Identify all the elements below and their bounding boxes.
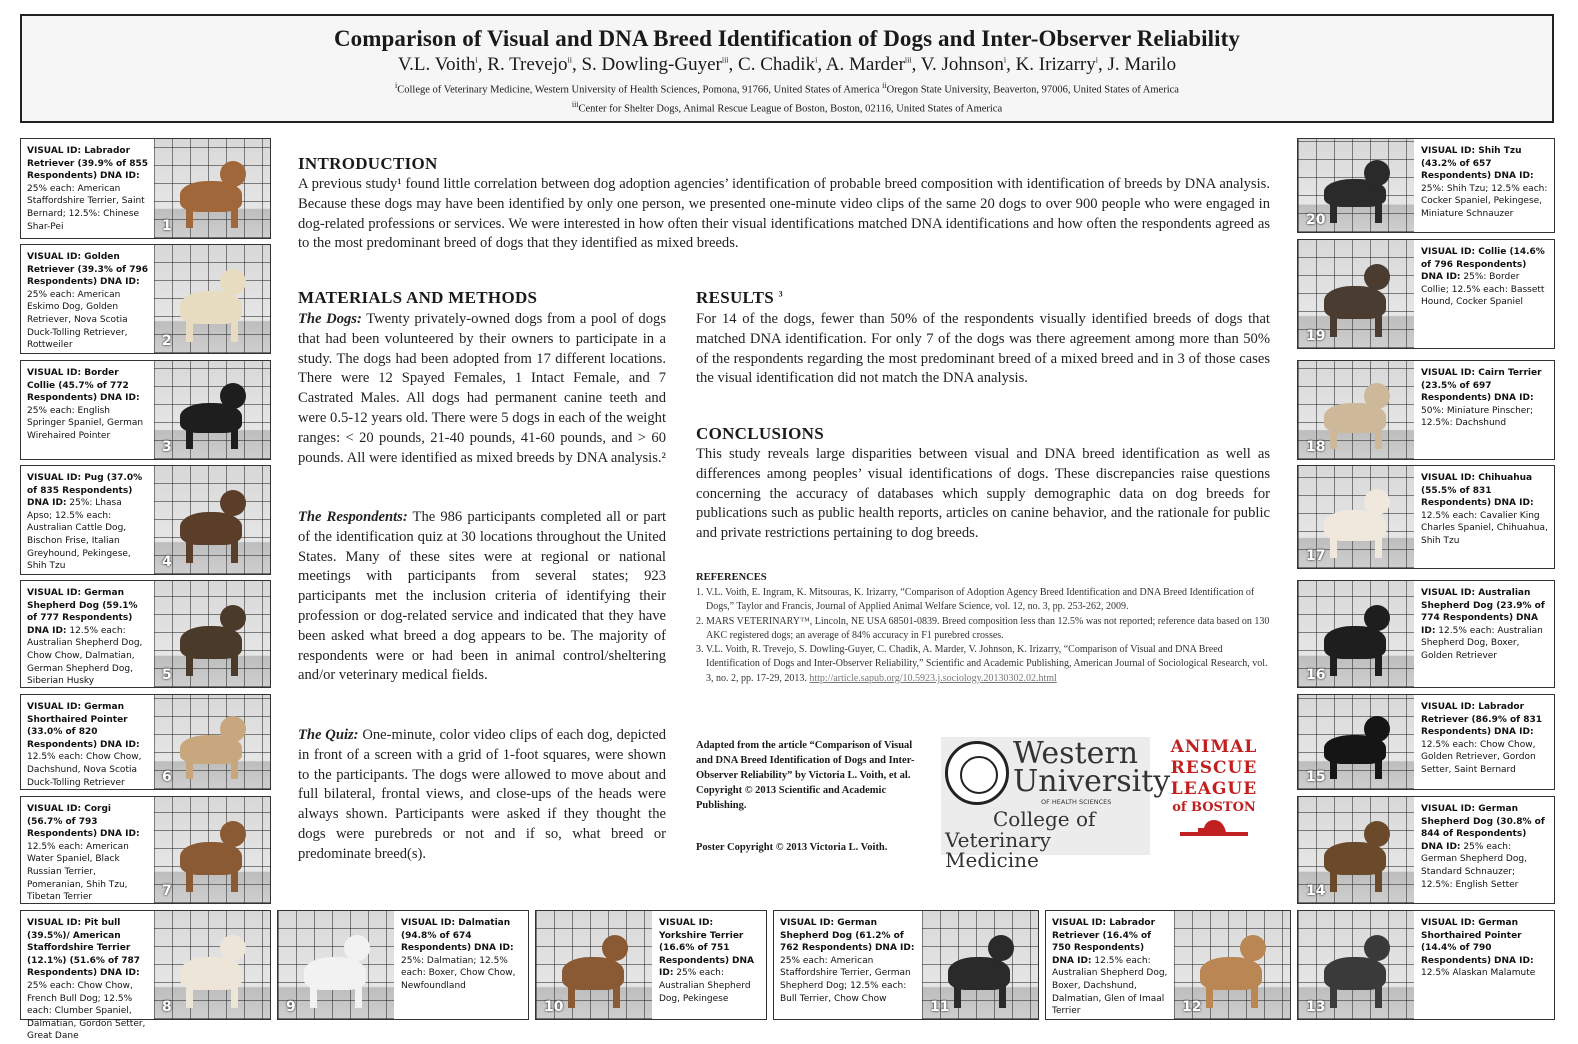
- dog-card: [20, 465, 271, 575]
- dna-id-text: 25% each: American Eskimo Dog, Golden Retriever, Nova Scotia Duck-Tolling Retriever, Rottweiler: [27, 289, 128, 351]
- dog-number: 12: [1182, 999, 1202, 1015]
- dog-head: [1364, 264, 1390, 290]
- author: C. Chadik: [738, 54, 816, 75]
- dna-id-label: DNA ID:: [1494, 171, 1534, 182]
- dna-id-label: DNA ID:: [1052, 955, 1092, 966]
- dog-caption: [1415, 695, 1555, 789]
- dog-caption: [1415, 797, 1555, 903]
- dog-legs: [1330, 429, 1382, 449]
- visual-id: VISUAL ID: Pit bull (39.5%)/ American Staffordshire Terrier (12.1%) (51.6% of 787 Respondents): [27, 918, 141, 979]
- poster-title: Comparison of Visual and DNA Breed Identification of Dogs and Inter-Observer Reliability: [333, 26, 1241, 51]
- affiliation: Oregon State University, Beaverton, 97006, United States of America: [886, 84, 1179, 96]
- visual-id: VISUAL ID: Australian Shepherd Dog (23.9% of 774 Respondents): [1421, 588, 1545, 624]
- dog-card: [1297, 580, 1555, 688]
- visual-id: VISUAL ID: German Shepherd Dog (59.1% of 777 Respondents): [27, 588, 138, 624]
- methods-respondents-label: The Respondents:: [298, 509, 408, 525]
- dna-id-text: 12.5% each: Chow Chow, Golden Retriever, Gordon Setter, Saint Bernard: [1421, 739, 1536, 775]
- reference-item: 2. MARS VETERINARY™, Lincoln, NE USA 68501-0839. Breed composition less than 12.5% was not reported; reference data based on 130 AKC registered dogs; an average of 84% accuracy in F1 purebred crosses.: [696, 615, 1270, 641]
- dog-head: [988, 935, 1014, 961]
- dog-legs: [1330, 204, 1382, 223]
- affiliation: College of Veterinary Medicine, Western University of Health Sciences, Pomona, 91766, United States of America: [397, 84, 880, 96]
- visual-id: VISUAL ID: Labrador Retriever (86.9% of 831 Respondents): [1421, 702, 1542, 738]
- dog-photo: [154, 581, 270, 687]
- dog-photo: [154, 797, 270, 903]
- methods-respondents-text: The 986 participants completed all or part of the identification quiz at 30 locations throughout the United States. Many of these sites were at regional or national meetings with participants from several states; 923 participants met the inclusion criteria of identifying their profession or dog-related service and indicated that they have been asked what breed a dog appears to be. The majority of respondents were or had been in animal control/sheltering and/or veterinary medical fields.: [298, 509, 666, 684]
- dog-legs: [1330, 870, 1382, 892]
- dna-id-label: DNA ID:: [1494, 727, 1534, 738]
- dog-photo: [154, 911, 270, 1019]
- reference-item: 3. V.L. Voith, R. Trevejo, S. Dowling-Guyer, C. Chadik, A. Marder, V. Johnson, K. Irizarry, “Comparison of Visual and DNA Breed Identification of Dogs and Inter-Observer Reliability,” Scientific and Academic Publishing, American Journal of Sociological Research, vol. 3, no. 2, pp. 17-29, 2013. http://article.sapub.org/10.5923.j.sociology.20130302.02.html: [696, 644, 1268, 684]
- introduction-text: A previous study¹ found little correlation between dog adoption agencies’ identification of probable breed composition with identification of breeds by DNA analysis. Because these dogs may have been identified by only one person, we presented one-minute video clips of the same 20 dogs to over 900 people who were engaged in dog-related professions or services. We were interested in how often their visual identifications matched DNA identifications and how often the respondents agreed as to the most predominant breed of dogs that they identified as mixed breeds.: [298, 176, 1270, 252]
- dog-legs: [1330, 760, 1382, 779]
- dog-legs: [1330, 986, 1382, 1008]
- dna-id-label: DNA ID:: [1421, 272, 1461, 283]
- visual-id: VISUAL ID: Golden Retriever (39.3% of 796 Respondents): [27, 252, 148, 288]
- references-list: [696, 586, 1270, 686]
- dog-legs: [186, 986, 238, 1008]
- dog-number: 6: [162, 769, 172, 785]
- dna-id-text: 25% each: German Shepherd Dog, Standard Schnauzer; 12.5%: English Setter: [1421, 841, 1527, 890]
- dog-legs: [186, 870, 238, 892]
- dog-number: 5: [162, 667, 172, 683]
- visual-id: VISUAL ID: German Shorthaired Pointer (14.4% of 790 Respondents): [1421, 918, 1522, 966]
- methods-dogs-text: Twenty privately-owned dogs from a pool of dogs that had been volunteered by their owners to participate in a study. The dogs had been adopted from 17 different locations. There were 12 Spayed Females, 1 Intact Female, and 7 Castrated Males. All dogs had permanent canine teeth and were 0.5-12 years old. There were 5 dogs in each of the weight ranges: < 20 pounds, 21-40 pounds, 41-60 pounds, and > 60 pounds. All were identified as mixed breeds by DNA analysis.²: [298, 311, 666, 466]
- dog-number: 13: [1306, 999, 1326, 1015]
- dna-id-label: DNA ID:: [100, 829, 140, 840]
- dog-number: 2: [162, 333, 172, 349]
- dog-head: [602, 935, 628, 961]
- dog-number: 14: [1306, 883, 1326, 899]
- results-text: For 14 of the dogs, fewer than 50% of the respondents visually identified breeds of dogs that matched DNA identification. For only 7 of the dogs was there agreement among more than 50% of the respondents regarding the most predominant breed of a mixed breed and in 3 of those cases the visual identification did not match the DNA analysis.: [696, 311, 1270, 387]
- dna-id-label: DNA ID:: [100, 968, 140, 979]
- dog-photo: [1298, 240, 1414, 348]
- dog-number: 4: [162, 554, 172, 570]
- methods-dogs-label: The Dogs:: [298, 311, 362, 327]
- dna-id-text: 25% each: Australian Shepherd Dog, Pekingese: [659, 968, 751, 1004]
- dog-caption: [1415, 581, 1555, 687]
- visual-id: VISUAL ID: Yorkshire Terrier (16.6% of 751 Respondents): [659, 918, 744, 966]
- results-heading: RESULTS $^3$: [696, 288, 783, 307]
- dog-head: [1364, 821, 1390, 847]
- dna-id-text: 25%: Border Collie; 12.5% each: Bassett Hound, Cocker Spaniel: [1421, 272, 1545, 308]
- dog-photo: [1298, 581, 1414, 687]
- conclusions-heading: CONCLUSIONS: [696, 424, 824, 443]
- dog-number: 11: [930, 999, 950, 1015]
- dna-id-label: DNA ID:: [474, 943, 514, 954]
- dna-id-label: DNA ID:: [1494, 393, 1534, 404]
- dna-id-label: DNA ID:: [1421, 841, 1461, 852]
- dog-head: [220, 161, 246, 187]
- dog-head: [1364, 935, 1390, 961]
- dog-legs: [186, 760, 238, 779]
- dna-id-text: 25%: Shih Tzu; 12.5% each: Cocker Spaniel, Pekingese, Miniature Schnauzer: [1421, 183, 1548, 219]
- dog-head: [344, 935, 370, 961]
- dog-card: [1297, 360, 1555, 460]
- dog-photo: [1298, 361, 1414, 459]
- dog-card: [535, 910, 767, 1020]
- dna-id-label: DNA ID:: [100, 277, 140, 288]
- dog-caption: [21, 797, 154, 903]
- dog-caption: [21, 139, 154, 238]
- dog-number: 9: [286, 999, 296, 1015]
- dna-id-label: DNA ID:: [1421, 613, 1538, 636]
- dog-card: [1297, 239, 1555, 349]
- dna-id-label: DNA ID:: [1494, 498, 1534, 509]
- dna-id-text: 25% each: American Staffordshire Terrier, Saint Bernard; 12.5%: Chinese Shar-Pei: [27, 183, 145, 232]
- dog-head: [220, 716, 246, 742]
- dog-legs: [186, 429, 238, 449]
- dna-id-text: 12.5% each: American Water Spaniel, Black Russian Terrier, Pomeranian, Shih Tzu, Tibetan Terrier: [27, 841, 129, 903]
- author: V. Johnson: [920, 54, 1004, 75]
- dog-photo: [1174, 911, 1290, 1019]
- dog-caption: [21, 695, 154, 789]
- reference-link[interactable]: http://article.sapub.org/10.5923.j.sociology.20130302.02.html: [809, 672, 1057, 684]
- dog-caption: [653, 911, 767, 1019]
- dog-caption: [395, 911, 529, 1019]
- dog-head: [1364, 489, 1390, 515]
- dog-card: [20, 244, 271, 354]
- dog-caption: [1415, 139, 1555, 232]
- visual-id: VISUAL ID: Labrador Retriever (16.4% of 750 Respondents): [1052, 918, 1156, 954]
- dog-photo: [536, 911, 652, 1019]
- methods-heading: MATERIALS AND METHODS: [298, 288, 538, 307]
- dog-photo: [1298, 797, 1414, 903]
- dog-head: [1364, 605, 1390, 631]
- dog-number: 8: [162, 999, 172, 1015]
- dog-photo: [154, 695, 270, 789]
- dog-photo: [154, 245, 270, 353]
- dog-photo: [154, 361, 270, 459]
- university-seal-icon: [945, 741, 1009, 805]
- poster-copyright: Poster Copyright © 2013 Victoria L. Voith.: [696, 842, 888, 853]
- dog-number: 3: [162, 439, 172, 455]
- author: A. Marder: [825, 54, 905, 75]
- dog-number: 7: [162, 883, 172, 899]
- dog-card: [1297, 694, 1555, 790]
- dna-id-label: DNA ID:: [1494, 955, 1534, 966]
- methods-dogs: [298, 310, 666, 468]
- dna-id-text: 12.5% each: Chow Chow, Dachshund, Nova Scotia Duck-Tolling Retriever: [27, 752, 142, 788]
- dog-card: [1297, 910, 1555, 1020]
- rescue-house-icon: [1178, 818, 1250, 838]
- author: J. Marilo: [1107, 54, 1177, 75]
- dog-legs: [1330, 537, 1382, 558]
- dog-number: 10: [544, 999, 564, 1015]
- dog-number: 16: [1306, 667, 1326, 683]
- visual-id: VISUAL ID: Collie (14.6% of 796 Respondents): [1421, 247, 1545, 270]
- dog-photo: [1298, 695, 1414, 789]
- dog-number: 17: [1306, 548, 1326, 564]
- dog-card: [20, 694, 271, 790]
- dog-legs: [186, 541, 238, 563]
- dog-head: [220, 269, 246, 295]
- dog-head: [1364, 160, 1390, 186]
- affiliations: $^i$College of Veterinary Medicine, Western University of Health Sciences, Pomona, 91766, United States of America $^{ii}$Oregon State University, Beaverton, 97006, United States of America $^{iii}$Center for Shelter Dogs, Animal Rescue League of Boston, Boston, 02116, United States of America: [395, 81, 1179, 114]
- dog-legs: [186, 654, 238, 676]
- dog-photo: [154, 466, 270, 574]
- author: V.L. Voith: [397, 54, 476, 75]
- dog-card: [20, 360, 271, 460]
- dog-legs: [186, 320, 238, 342]
- dog-number: 15: [1306, 769, 1326, 785]
- western-university-logo: Western University OF HEALTH SCIENCES College of Veterinary Medicine: [941, 737, 1150, 855]
- dog-card: [277, 910, 529, 1020]
- author: R. Trevejo: [487, 54, 568, 75]
- visual-id: VISUAL ID: German Shepherd Dog (30.8% of 844 of Respondents): [1421, 804, 1545, 840]
- dog-number: 19: [1306, 328, 1326, 344]
- visual-id: VISUAL ID: Corgi (56.7% of 793 Respondents): [27, 804, 111, 840]
- dna-id-label: DNA ID:: [659, 955, 754, 979]
- dog-card: [20, 138, 271, 239]
- dog-head: [220, 383, 246, 409]
- dna-id-label: DNA ID:: [100, 739, 140, 750]
- dna-id-label: DNA ID:: [27, 625, 67, 636]
- dna-id-text: 12.5% each: Cavalier King Charles Spaniel, Chihuahua, Shih Tzu: [1421, 510, 1548, 546]
- dog-photo: [278, 911, 394, 1019]
- dog-caption: [21, 581, 154, 687]
- dna-id-label: DNA ID:: [874, 943, 915, 954]
- methods-quiz: [298, 726, 666, 865]
- dog-legs: [1330, 654, 1382, 676]
- visual-id: VISUAL ID: Chihuahua (55.5% of 831 Respondents): [1421, 473, 1533, 509]
- dog-card: [1297, 465, 1555, 569]
- animal-rescue-league-logo: ANIMAL RESCUE LEAGUE of BOSTON: [1170, 737, 1258, 815]
- dog-photo: [1298, 911, 1414, 1019]
- dog-caption: [21, 245, 154, 353]
- reference-item: 1. V.L. Voith, E. Ingram, K. Mitsouras, K. Irizarry, “Comparison of Adoption Agency Breed Identification and DNA Breed Identification of Dogs,” Taylor and Francis, Journal of Applied Animal Welfare Science, vol. 12, no. 3, pp. 253-262, 2009.: [696, 587, 1255, 613]
- poster-header: [20, 14, 1554, 123]
- visual-id: VISUAL ID: Shih Tzu (43.2% of 657 Respondents): [1421, 146, 1522, 182]
- dna-id-text: 25% each: American Staffordshire Terrier, German Shepherd Dog; 12.5% each: Bull Terrier, Chow Chow: [780, 955, 911, 1004]
- dog-head: [220, 935, 246, 961]
- dog-caption: [1415, 361, 1555, 459]
- dog-photo: [1298, 139, 1414, 232]
- dog-caption: [1046, 911, 1174, 1019]
- visual-id: VISUAL ID: Cairn Terrier (23.5% of 697 Respondents): [1421, 368, 1542, 404]
- dog-card: [1297, 138, 1555, 233]
- dog-head: [220, 490, 246, 516]
- dog-legs: [186, 208, 238, 228]
- dog-legs: [1206, 986, 1258, 1008]
- dog-head: [220, 605, 246, 631]
- dog-caption: [774, 911, 922, 1019]
- dna-id-text: 25% each: Chow Chow, French Bull Dog; 12.5% each: Clumber Spaniel, Dalmatian, Gordon Setter, Great Dane: [27, 980, 146, 1042]
- dna-id-text: 12.5% Alaskan Malamute: [1421, 968, 1536, 979]
- dna-id-text: 25% each: English Springer Spaniel, German Wirehaired Pointer: [27, 405, 144, 441]
- dog-number: 1: [162, 218, 172, 234]
- dog-card: [20, 580, 271, 688]
- dna-id-text: 12.5% each: Australian Shepherd Dog, Boxer, Dachshund, Dalmatian, Glen of Imaal Terrier: [1052, 955, 1168, 1017]
- introduction-heading: INTRODUCTION: [298, 154, 438, 173]
- dog-card: [1045, 910, 1291, 1020]
- dog-legs: [1330, 315, 1382, 337]
- dog-legs: [954, 986, 1006, 1008]
- dna-id-text: 12.5% each: Australian Shepherd Dog, Boxer, Golden Retriever: [1421, 625, 1543, 661]
- dog-card: [773, 910, 1039, 1020]
- dog-caption: [21, 466, 154, 574]
- dna-id-text: 50%: Miniature Pinscher; 12.5%: Dachshund: [1421, 405, 1534, 429]
- dog-number: 18: [1306, 439, 1326, 455]
- visual-id: VISUAL ID: German Shepherd Dog (61.2% of 762 Respondents): [780, 918, 904, 954]
- dog-caption: [21, 361, 154, 459]
- dog-legs: [310, 986, 362, 1008]
- dog-head: [1364, 383, 1390, 409]
- visual-id: VISUAL ID: Dalmatian (94.8% of 674 Respondents): [401, 918, 511, 954]
- author: S. Dowling-Guyer: [581, 54, 722, 75]
- dna-id-text: 12.5% each: Australian Shepherd Dog, Chow Chow, Dalmatian, German Shepherd Dog, Siberian Husky: [27, 625, 143, 687]
- dna-id-label: DNA ID:: [27, 498, 67, 509]
- dog-caption: [21, 911, 154, 1042]
- visual-id: VISUAL ID: German Shorthaired Pointer (33.0% of 820 Respondents): [27, 702, 128, 750]
- dog-caption: [1415, 911, 1555, 1019]
- adapted-note: Adapted from the article “Comparison of Visual and DNA Breed Identification of Dogs and Inter-Observer Reliability” by Victoria L. Voith, et al. Copyright © 2013 Scientific and Academic Publishing.: [696, 740, 915, 811]
- author-list: V.L. Voith$^i$, R. Trevejo$^{ii}$, S. Dowling-Guyer$^{iii}$, C. Chadik$^i$, A. Marder$^{iii}$, V. Johnson$^i$, K. Irizarry$^i$, J. Marilo: [397, 54, 1177, 75]
- dog-legs: [568, 986, 620, 1008]
- dog-number: 20: [1306, 212, 1326, 228]
- methods-respondents: [298, 508, 666, 686]
- dna-id-text: 25%: Dalmatian; 12.5% each: Boxer, Chow Chow, Newfoundland: [401, 955, 516, 991]
- conclusions-text: This study reveals large disparities between visual and DNA breed identification as well as differences among peoples’ visual identifications of dogs. These discrepancies raise questions concerning the accuracy of databases which supply demographic data on dog breeds for publications such as public health reports, articles on canine behavior, and the rationale for public and private restrictions pertaining to dog breeds.: [696, 446, 1270, 542]
- visual-id: VISUAL ID: Border Collie (45.7% of 772 Respondents): [27, 368, 129, 404]
- dog-caption: [1415, 466, 1555, 568]
- dna-id-label: DNA ID:: [100, 171, 140, 182]
- visual-id: VISUAL ID: Labrador Retriever (39.9% of 855 Respondents): [27, 146, 148, 182]
- dna-id-text: 25%: Lhasa Apso; 12.5% each: Australian Cattle Dog, Bischon Frise, Italian Greyhound, Pekingese, Shih Tzu: [27, 498, 131, 572]
- visual-id: VISUAL ID: Pug (37.0% of 835 Respondents): [27, 473, 143, 496]
- dog-head: [220, 821, 246, 847]
- references-heading: REFERENCES: [696, 572, 767, 583]
- dna-id-label: DNA ID:: [100, 393, 140, 404]
- methods-quiz-text: One-minute, color video clips of each dog, depicted in front of a screen with a grid of 1-foot squares, were shown to the participants. The dogs were allowed to move about and full bilateral, frontal views, and close-ups of the heads were always shown. Participants were asked if they thought the dogs were purebreds or not and if so, what breed or predominate breed(s).: [298, 727, 667, 862]
- author: K. Irizarry: [1015, 54, 1096, 75]
- methods-quiz-label: The Quiz:: [298, 727, 359, 743]
- dog-card: [1297, 796, 1555, 904]
- affiliation: Center for Shelter Dogs, Animal Rescue League of Boston, Boston, 02116, United States of America: [578, 103, 1003, 114]
- dog-head: [1364, 716, 1390, 742]
- dog-photo: [1298, 466, 1414, 568]
- dog-card: [20, 796, 271, 904]
- dog-photo: [922, 911, 1038, 1019]
- dog-caption: [1415, 240, 1555, 348]
- dog-head: [1240, 935, 1266, 961]
- dog-photo: [154, 139, 270, 238]
- dog-card: [20, 910, 271, 1042]
